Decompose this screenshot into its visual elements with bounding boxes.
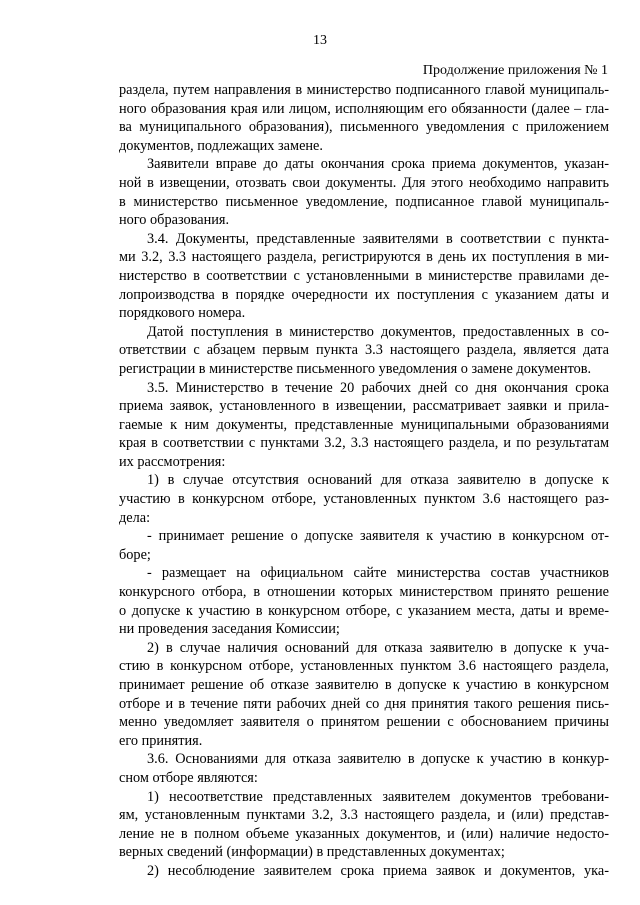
text-line: ва муниципального образования), письменного уведомления с приложением	[119, 119, 609, 136]
text-line: о допуске к участию в конкурсном отборе, с указанием места, даты и време-	[119, 602, 609, 619]
text-line: 1) в случае отсутствия оснований для отказа заявителю в допуске к	[147, 472, 609, 489]
text-line: 3.4. Документы, представленные заявителями в соответствии с пункта-	[147, 230, 609, 247]
text-line: их рассмотрения:	[119, 453, 226, 470]
text-line: отборе и в течение пяти рабочих дней со дня принятия такого решения пись-	[119, 695, 609, 712]
text-line: 2) в случае наличия оснований для отказа заявителю в допуске к уча-	[147, 639, 609, 656]
document-body	[119, 81, 609, 881]
page-number: 13	[313, 33, 327, 48]
text-line: приема заявок, установленного в извещении, рассматривает заявки и прила-	[119, 398, 609, 415]
text-line: ление не в полном объеме указанных документов, и (или) наличие недосто-	[119, 825, 609, 842]
text-line: дела:	[119, 509, 151, 526]
text-line: ного образования края или лицом, исполняющим его обязанности (далее – гла-	[119, 100, 609, 117]
text-line: сном отборе являются:	[119, 769, 258, 786]
text-line: ной в извещении, отозвать свои документы. Для этого необходимо направить	[119, 174, 609, 191]
text-line: конкурсного отбора, в отношении которых министерством принято решение	[119, 584, 609, 601]
text-line: 3.5. Министерство в течение 20 рабочих дней со дня окончания срока	[147, 379, 609, 396]
text-line: принимает решение об отказе заявителю в допуске к участию в конкурсном	[119, 677, 609, 693]
text-line: 1) несоответствие представленных заявителем документов требовани-	[147, 788, 609, 805]
text-line: ни проведения заседания Комиссии;	[119, 621, 340, 638]
text-line: - принимает решение о допуске заявителя к участию в конкурсном от-	[147, 528, 609, 545]
text-line: Датой поступления в министерство документов, предоставленных в со-	[147, 323, 609, 340]
running-header: Продолжение приложения № 1	[422, 63, 608, 78]
text-line: стию в конкурсном отборе, установленных пунктом 3.6 настоящего раздела,	[119, 658, 609, 675]
text-line: в министерство письменное уведомление, подписанное главой муниципаль-	[119, 193, 609, 210]
text-line: его принятия.	[119, 732, 203, 749]
text-line: нистерство в соответствии с установленными в министерстве правилами де-	[119, 267, 609, 284]
text-line: 2) несоблюдение заявителем срока приема заявок и документов, ука-	[147, 862, 609, 879]
text-line: - размещает на официальном сайте министерства состав участников	[147, 565, 609, 582]
text-line: края в соответствии с пунктами 3.2, 3.3 настоящего раздела, и по результатам	[119, 435, 609, 452]
text-line: Заявители вправе до даты окончания срока приема документов, указан-	[147, 156, 609, 173]
text-line: 3.6. Основаниями для отказа заявителю в допуске к участию в конкур-	[147, 751, 609, 768]
text-line: ям, установленным пунктами 3.2, 3.3 настоящего раздела, и (или) представ-	[119, 807, 609, 824]
text-line: ответствии с абзацем первым пункта 3.3 настоящего раздела, является дата	[119, 342, 609, 359]
text-line: лопроизводства в порядке очередности их поступления с указанием даты и	[119, 286, 609, 303]
text-line: менно уведомляет заявителя о принятом решении с обоснованием причины	[119, 714, 609, 731]
text-line: участию в конкурсном отборе, установленных пунктом 3.6 настоящего раз-	[119, 491, 609, 508]
text-line: ми 3.2, 3.3 настоящего раздела, регистрируются в день их поступления в ми-	[119, 249, 609, 266]
text-line: ного образования.	[119, 212, 230, 229]
text-line: боре;	[119, 546, 151, 563]
text-line: верных сведений (информации) в представленных документах;	[119, 844, 505, 861]
text-line: гаемые к ним документы, представленные муниципальными образованиями	[119, 416, 609, 433]
text-line: документов, подлежащих замене.	[119, 137, 323, 154]
text-line: регистрации в министерстве письменного уведомления о замене документов.	[119, 360, 592, 377]
text-line: раздела, путем направления в министерство подписанного главой муниципаль-	[119, 82, 609, 98]
text-line: порядкового номера.	[119, 305, 246, 322]
